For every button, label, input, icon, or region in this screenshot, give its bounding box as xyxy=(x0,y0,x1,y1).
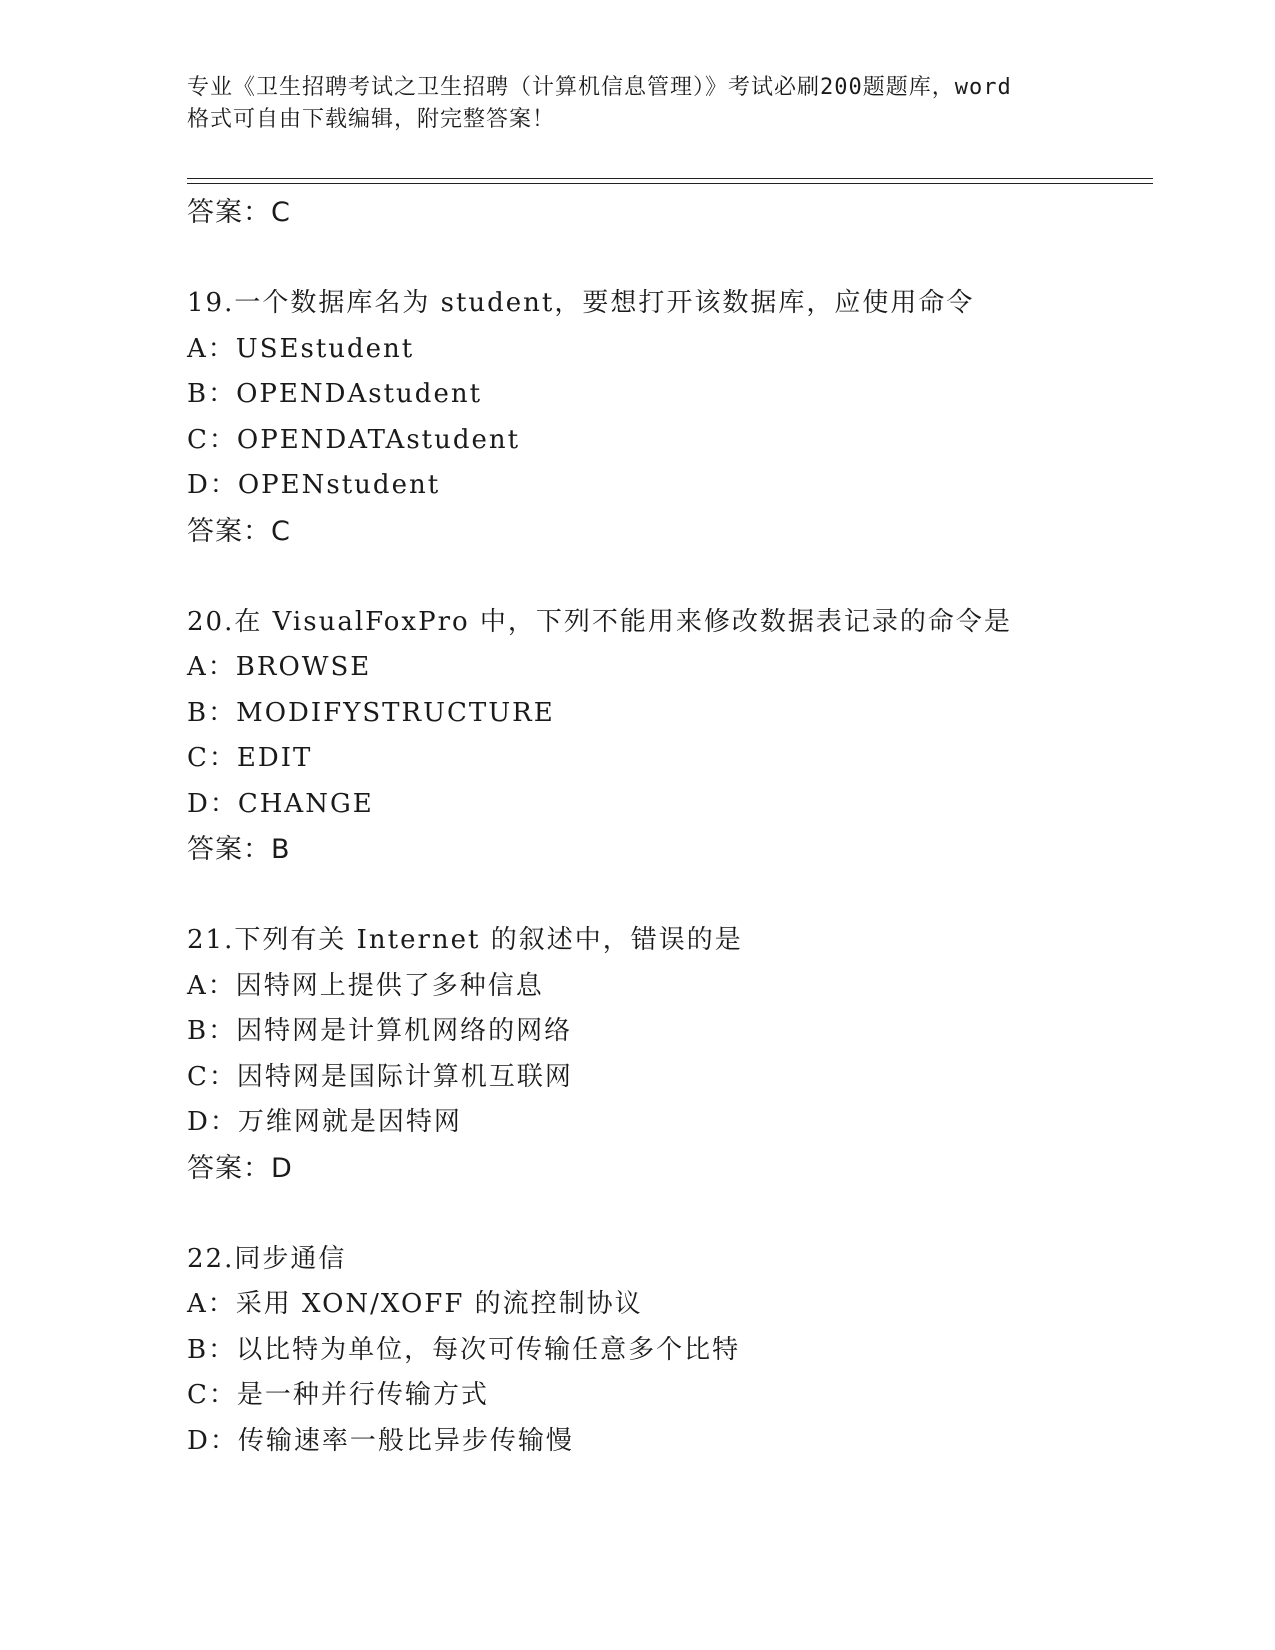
question-stem: 21.下列有关 Internet 的叙述中，错误的是 xyxy=(187,925,743,955)
header-divider-bottom xyxy=(187,183,1153,184)
option-a: A：因特网上提供了多种信息 xyxy=(187,970,544,1001)
question-stem: 19.一个数据库名为 student，要想打开该数据库，应使用命令 xyxy=(187,288,975,318)
option-c: C：是一种并行传输方式 xyxy=(187,1380,489,1410)
question-stem: 20.在 VisualFoxPro 中，下列不能用来修改数据表记录的命令是 xyxy=(187,606,1012,637)
option-b: B：因特网是计算机网络的网络 xyxy=(187,1016,573,1046)
option-c: C：OPENDATAstudent xyxy=(187,424,521,455)
question-stem: 22.同步通信 xyxy=(187,1243,347,1274)
question-20 xyxy=(187,600,1147,873)
option-c: C：EDIT xyxy=(187,743,313,773)
header-divider-top xyxy=(187,178,1153,179)
option-d: D：传输速率一般比异步传输慢 xyxy=(187,1425,574,1456)
header-line-1: 专业《卫生招聘考试之卫生招聘（计算机信息管理）》考试必刷200题题库，word xyxy=(187,75,1012,100)
question-22 xyxy=(187,1237,1147,1465)
document-header xyxy=(187,72,1087,136)
option-b: B：以比特为单位，每次可传输任意多个比特 xyxy=(187,1334,741,1365)
previous-answer: 答案：C xyxy=(187,197,291,228)
option-d: D：万维网就是因特网 xyxy=(187,1107,462,1137)
option-c: C：因特网是国际计算机互联网 xyxy=(187,1061,573,1092)
question-19 xyxy=(187,281,1147,554)
option-b: B：MODIFYSTRUCTURE xyxy=(187,697,555,728)
option-d: D：OPENstudent xyxy=(187,470,441,500)
answer: 答案：C xyxy=(187,515,291,547)
option-b: B：OPENDAstudent xyxy=(187,379,483,409)
header-line-2: 格式可自由下载编辑，附完整答案！ xyxy=(187,107,556,132)
answer: 答案：D xyxy=(187,1152,293,1184)
option-d: D：CHANGE xyxy=(187,788,374,819)
option-a: A：USEstudent xyxy=(187,333,415,364)
option-a: A：采用 XON/XOFF 的流控制协议 xyxy=(187,1289,643,1319)
question-list xyxy=(187,190,1147,1464)
answer: 答案：B xyxy=(187,834,291,865)
option-a: A：BROWSE xyxy=(187,652,372,682)
question-21 xyxy=(187,918,1147,1191)
